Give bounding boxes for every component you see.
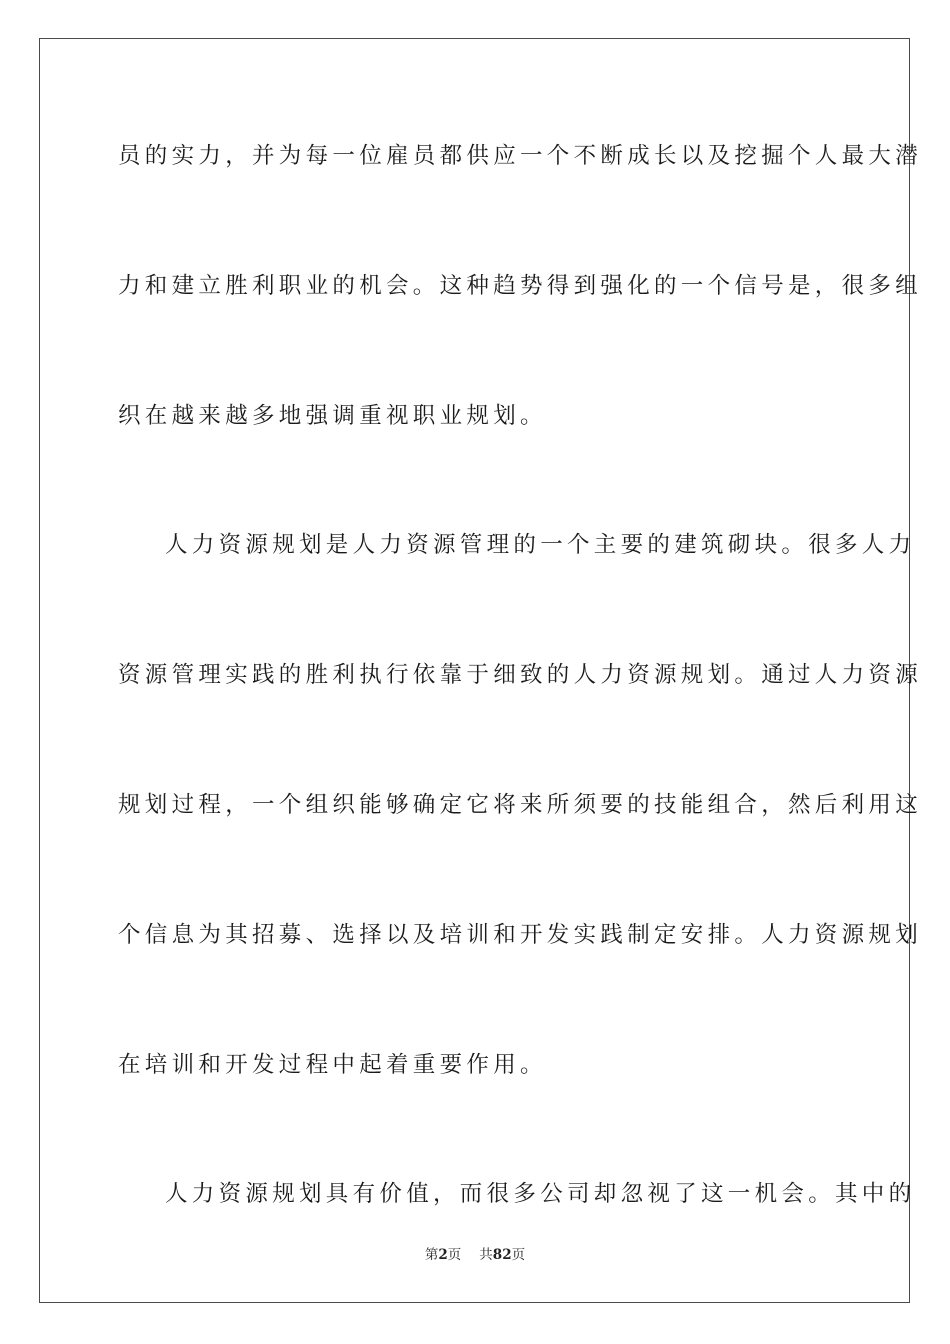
page-number: 2 (438, 1247, 448, 1263)
text-line: 织在越来越多地强调重视职业规划。 (118, 402, 547, 429)
total-suffix: 页 (511, 1247, 526, 1263)
document-body (118, 126, 923, 1294)
paragraph-first-line: 人力资源规划具有价值，而很多公司却忽视了这一机会。其中的 (165, 1181, 916, 1208)
text-line: 个信息为其招募、选择以及培训和开发实践制定安排。人力资源规划 (118, 921, 923, 948)
page-prefix: 第 (424, 1247, 439, 1263)
paragraph-first-line: 人力资源规划是人力资源管理的一个主要的建筑砌块。很多人力 (165, 532, 916, 559)
page-footer (0, 1243, 950, 1263)
text-line: 员的实力，并为每一位雇员都供应一个不断成长以及挖掘个人最大潜 (118, 143, 923, 169)
page-suffix: 页 (447, 1247, 462, 1263)
total-prefix: 共 (479, 1247, 493, 1263)
total-pages: 82 (492, 1247, 512, 1263)
text-line: 在培训和开发过程中起着重要作用。 (118, 1051, 547, 1078)
text-line: 规划过程，一个组织能够确定它将来所须要的技能组合，然后利用这 (118, 791, 923, 818)
text-line: 资源管理实践的胜利执行依靠于细致的人力资源规划。通过人力资源 (118, 662, 923, 689)
text-line: 力和建立胜利职业的机会。这种趋势得到强化的一个信号是，很多组 (118, 272, 923, 299)
